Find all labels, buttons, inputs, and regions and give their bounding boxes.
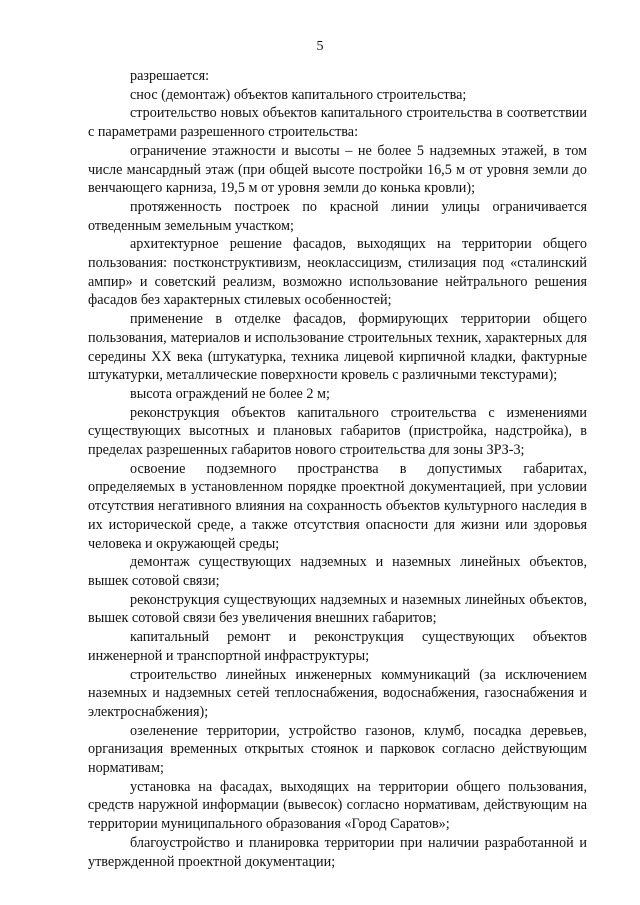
paragraph: высота ограждений не более 2 м; bbox=[130, 385, 330, 402]
paragraph: озеленение территории, устройство газонов, клумб, посадка деревьев, организация временных открытых стоянок и парковок согласно действующим нормативам; bbox=[88, 722, 587, 777]
paragraph: реконструкция существующих надземных и наземных линейных объектов, вышек сотовой связи без увеличения внешних габаритов; bbox=[88, 591, 587, 627]
document-body bbox=[88, 67, 587, 871]
paragraph: снос (демонтаж) объектов капитального строительства; bbox=[130, 86, 467, 103]
paragraph: применение в отделке фасадов, формирующих территории общего пользования, материалов и использование строительных техник, характерных для середины XX века (штукатурка, техника лицевой кирпичной кладки, фактурные штукатурки, металлические поверхности кровель с различными текстурами); bbox=[88, 311, 587, 384]
paragraph: ограничение этажности и высоты – не более 5 надземных этажей, в том числе мансардный этаж (при общей высоте постройки 16,5 м от уровня земли до венчающего карниза, 19,5 м от уровня земли до конька кровли); bbox=[88, 142, 587, 197]
paragraph: архитектурное решение фасадов, выходящих на территории общего пользования: постконструктивизм, неоклассицизм, стилизация под «сталинский ампир» и советский реализм, возможно использование нейтрального решения фасадов без характерных стилевых особенностей; bbox=[88, 236, 587, 309]
paragraph: капитальный ремонт и реконструкция существующих объектов инженерной и транспортной инфраструктуры; bbox=[88, 629, 587, 664]
paragraph: строительство линейных инженерных коммуникаций (за исключением наземных и надземных сетей теплоснабжения, водоснабжения, газоснабжения и электроснабжения); bbox=[88, 666, 587, 720]
paragraph: разрешается: bbox=[130, 68, 210, 84]
paragraph: установка на фасадах, выходящих на территории общего пользования, средств наружной информации (вывесок) согласно нормативам, действующим на территории муниципального образования «Город Саратов»; bbox=[88, 778, 587, 833]
paragraph: протяженность построек по красной линии улицы ограничивается отведенным земельным участком; bbox=[88, 198, 587, 234]
paragraph: реконструкция объектов капитального строительства с изменениями существующих высотных и плановых габаритов (пристройка, надстройка), в пределах разрешенных габаритов нового строительства для зоны ЗРЗ-3; bbox=[88, 404, 587, 459]
paragraph: освоение подземного пространства в допустимых габаритах, определяемых в установленном порядке проектной документацией, при условии отсутствия негативного влияния на сохранность объектов культурного наследия в их исторической среде, а также отсутствия опасности для жизни или здоровья человека и окружающей среды; bbox=[88, 460, 587, 552]
page-number: 5 bbox=[316, 39, 324, 54]
paragraph: благоустройство и планировка территории при наличии разработанной и утвержденной проектной документации; bbox=[88, 834, 587, 870]
paragraph: демонтаж существующих надземных и наземных линейных объектов, вышек сотовой связи; bbox=[88, 554, 587, 589]
paragraph: строительство новых объектов капитального строительства в соответствии с параметрами разрешенного строительства: bbox=[88, 105, 587, 141]
